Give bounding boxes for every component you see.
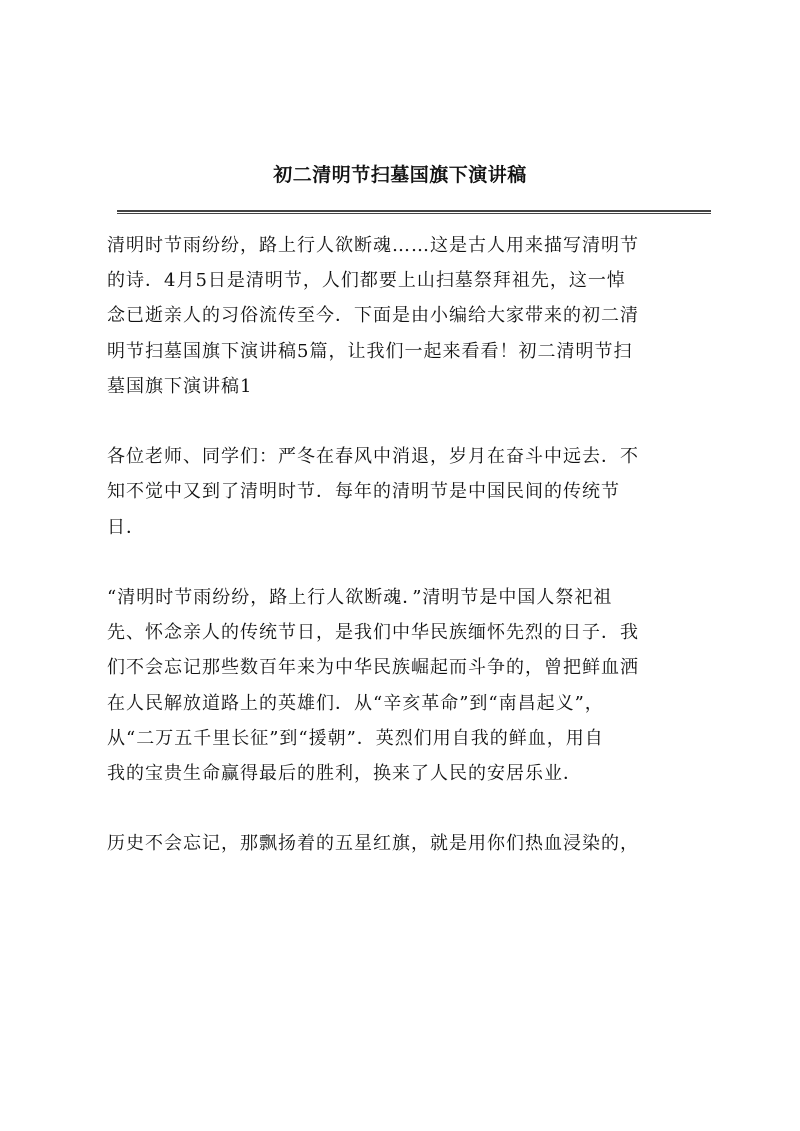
document-body [107,228,715,897]
paragraph-intro: 清明时节雨纷纷，路上行人欲断魂……这是古人用来描写清明节 的诗．4月5日是清明节，人们都要上山扫墓祭拜祖先，这一悼 念已逝亲人的习俗流传至今．下面是由小编给大家带来的初二清 明节扫墓国旗下演讲稿5篇，让我们一起来看看！初二清明节扫 墓国旗下演讲稿1 [107,235,639,397]
paragraph-heroes: “清明时节雨纷纷，路上行人欲断魂．”清明节是中国人祭祀祖 先、怀念亲人的传统节日，是我们中华民族缅怀先烈的日子．我 们不会忘记那些数百年来为中华民族崛起而斗争的，曾把鲜血洒 在人民解放道路上的英雄们．从“辛亥革命”到“南昌起义”， 从“二万五千里长征”到“援朝”．英烈们用自我的鲜血，用自 我的宝贵生命赢得最后的胜利，换来了人民的安居乐业． [107,587,639,785]
paragraph-greeting: 各位老师、同学们：严冬在春风中消退，岁月在奋斗中远去．不 知不觉中又到了清明时节．每年的清明节是中国民间的传统节 日． [107,446,639,538]
document-title: 初二清明节扫墓国旗下演讲稿 [273,164,527,186]
title-divider [117,210,711,214]
paragraph-history: 历史不会忘记，那飘扬着的五星红旗，就是用你们热血浸染的， [107,833,639,855]
